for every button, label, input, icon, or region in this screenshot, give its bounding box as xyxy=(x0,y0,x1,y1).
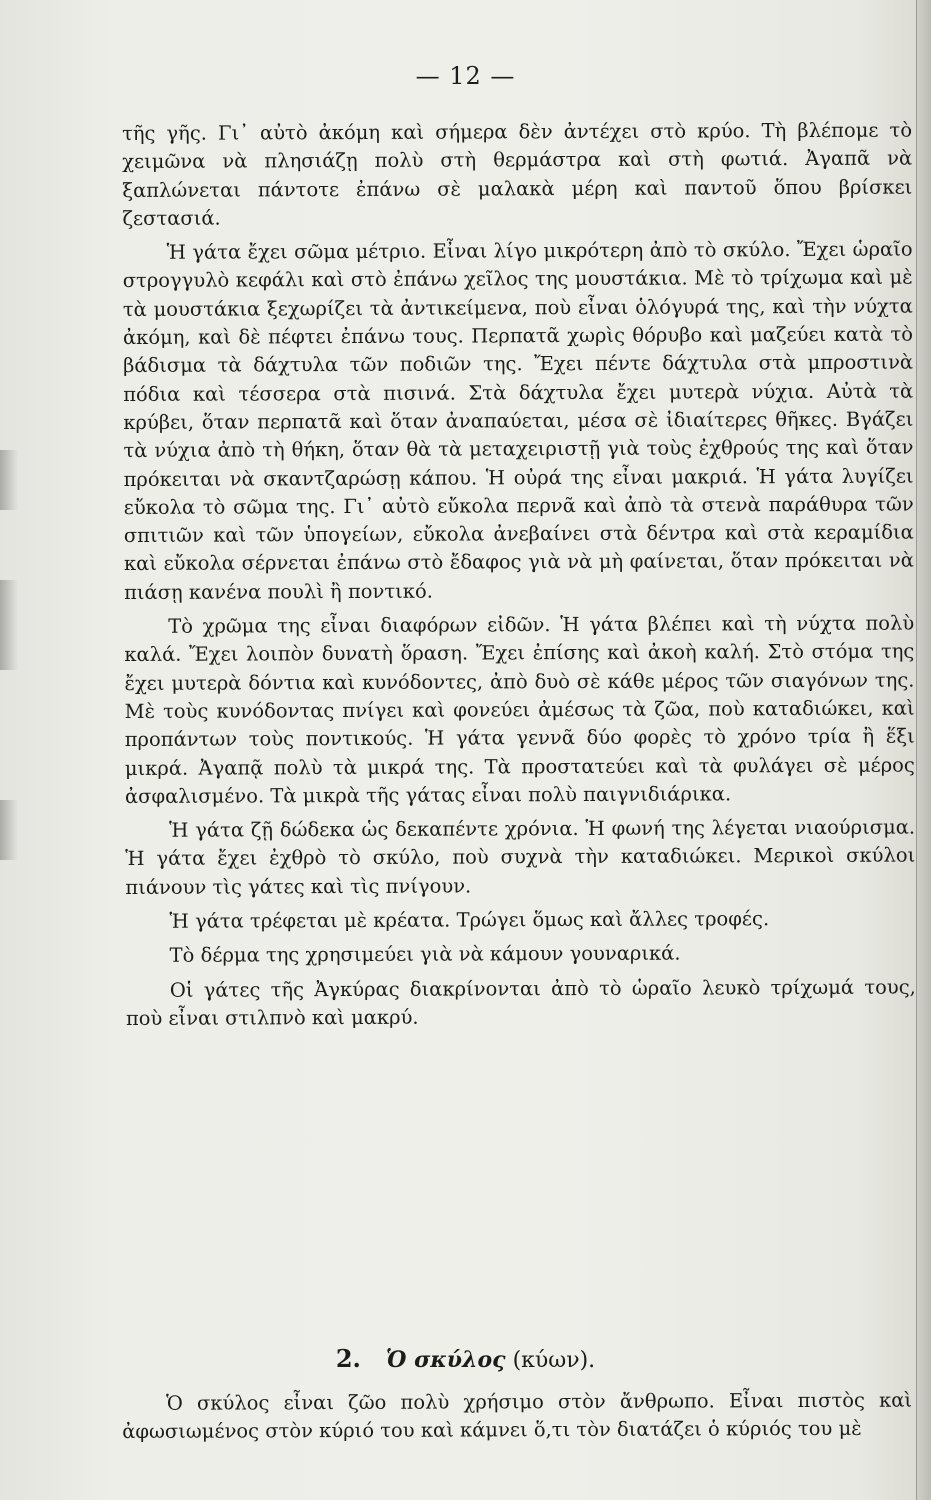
section-subtitle: (κύων). xyxy=(512,1348,596,1373)
section-body-text xyxy=(122,1387,912,1447)
section-heading xyxy=(0,1344,931,1373)
paragraph: Τὸ χρῶμα της εἶναι διαφόρων εἰδῶν. Ἡ γάτα βλέπει καὶ τὴ νύχτα πολὺ καλά. Ἔχει λοιπὸν δυνατὴ ὅραση. Ἔχει ἐπίσης καὶ ἀκοὴ καλή. Στὸ στόμα της ἔχει μυτερὰ δόντια καὶ κυνόδοντες, ἀπὸ δυὸ σὲ κάθε μέρος τῶν σιαγόνων της. Μὲ τοὺς κυνόδοντας πνίγει καὶ φονεύει ἀμέσως τὰ ζῶα, ποὺ καταδιώκει, καὶ προπάντων τοὺς ποντικούς. Ἡ γάτα γεννᾶ δύο φορὲς τὸ χρόνο τρία ἢ ἕξι μικρά. Ἀγαπᾷ πολὺ τὰ μικρά της. Τὰ προστατεύει καὶ τὰ φυλάγει σὲ μέρος ἀσφαλισμένο. Τὰ μικρὰ τῆς γάτας εἶναι πολὺ παιγνιδιάρικα. xyxy=(124,611,915,808)
section-title: Ὁ σκύλος xyxy=(385,1347,506,1373)
left-edge-shadow xyxy=(0,580,18,670)
paragraph: Ἡ γάτα ζῇ δώδεκα ὡς δεκαπέντε χρόνια. Ἡ φωνή της λέγεται νιαούρισμα. Ἡ γάτα ἔχει ἐχθρὸ τὸ σκύλο, ποὺ συχνὰ τὴν καταδιώκει. Μερικοὶ σκύλοι πιάνουν τὶς γάτες καὶ τὶς πνίγουν. xyxy=(125,815,916,899)
body-text xyxy=(122,117,916,1040)
paragraph: Ὁ σκύλος εἶναι ζῶο πολὺ χρήσιμο στὸν ἄνθρωπο. Εἶναι πιστὸς καὶ ἀφωσιωμένος στὸν κύριό του καὶ κάμνει ὅ,τι τὸν διατάζει ὁ κύριός του μὲ xyxy=(122,1388,913,1444)
paragraph: Οἱ γάτες τῆς Ἀγκύρας διακρίνονται ἀπὸ τὸ ὡραῖο λευκὸ τρίχωμά τους, ποὺ εἶναι στιλπνὸ καὶ μακρύ. xyxy=(125,975,916,1030)
left-edge-shadow xyxy=(0,800,18,860)
paragraph: Τὸ δέρμα της χρησιμεύει γιὰ νὰ κάμουν γουναρικά. xyxy=(169,941,681,968)
binding-edge xyxy=(916,0,931,1500)
section-number: 2. xyxy=(335,1344,361,1373)
paragraph: τῆς γῆς. Γι᾽ αὐτὸ ἀκόμη καὶ σήμερα δὲν ἀντέχει στὸ κρύο. Τὴ βλέπομε τὸ χειμῶνα νὰ πλησιάζῃ πολὺ στὴ θερμάστρα καὶ στὴ φωτιά. Ἀγαπᾶ νὰ ξαπλώνεται πάντοτε ἐπάνω σὲ μαλακὰ μέρη καὶ παντοῦ ὅπου βρίσκει ζεστασιά. xyxy=(122,118,913,230)
paragraph: Ἡ γάτα τρέφεται μὲ κρέατα. Τρώγει ὅμως καὶ ἄλλες τροφές. xyxy=(169,907,770,933)
left-edge-shadow xyxy=(0,450,18,510)
page-number: — 12 — xyxy=(415,62,516,90)
paragraph: Ἡ γάτα ἔχει σῶμα μέτριο. Εἶναι λίγο μικρότερη ἀπὸ τὸ σκύλο. Ἔχει ὡραῖο στρογγυλὸ κεφάλι καὶ στὸ ἐπάνω χεῖλος της μουστάκια. Μὲ τὸ τρίχωμα καὶ μὲ τὰ μουστάκια ξεχωρίζει τὰ ἀντικείμενα, ποὺ εἶναι ὁλόγυρά της, καὶ τὴν νύχτα ἀκόμη, καὶ δὲ πέφτει ἐπάνω τους. Περπατᾶ χωρὶς θόρυβο καὶ μαζεύει κατὰ τὸ βάδισμα τὰ δάχτυλα τῶν ποδιῶν της. Ἔχει πέντε δάχτυλα στὰ μπροστινὰ πόδια καὶ τέσσερα στὰ πισινά. Στὰ δάχτυλα ἔχει μυτερὰ νύχια. Αὐτὰ τὰ κρύβει, ὅταν περπατᾶ καὶ ὅταν ἀναπαύεται, μέσα σὲ ἰδιαίτερες θῆκες. Βγάζει τὰ νύχια ἀπὸ τὴ θήκη, ὅταν θὰ τὰ μεταχειριστῇ γιὰ τοὺς ἐχθρούς της καὶ ὅταν πρόκειται νὰ σκαντζαρώσῃ κάπου. Ἡ οὐρά της εἶναι μακριά. Ἡ γάτα λυγίζει εὔκολα τὸ σῶμα της. Γι᾽ αὐτὸ εὔκολα περνᾶ καὶ ἀπὸ τὰ στενὰ παράθυρα τῶν σπιτιῶν καὶ τῶν ὑπογείων, εὔκολα ἀνεβαίνει στὰ δέντρα καὶ στὰ κεραμίδια καὶ εὔκολα σέρνεται ἐπάνω στὸ ἔδαφος γιὰ νὰ μὴ φαίνεται, ὅταν πρόκειται νὰ πιάσῃ κανένα πουλὶ ἢ ποντικό. xyxy=(122,237,914,604)
